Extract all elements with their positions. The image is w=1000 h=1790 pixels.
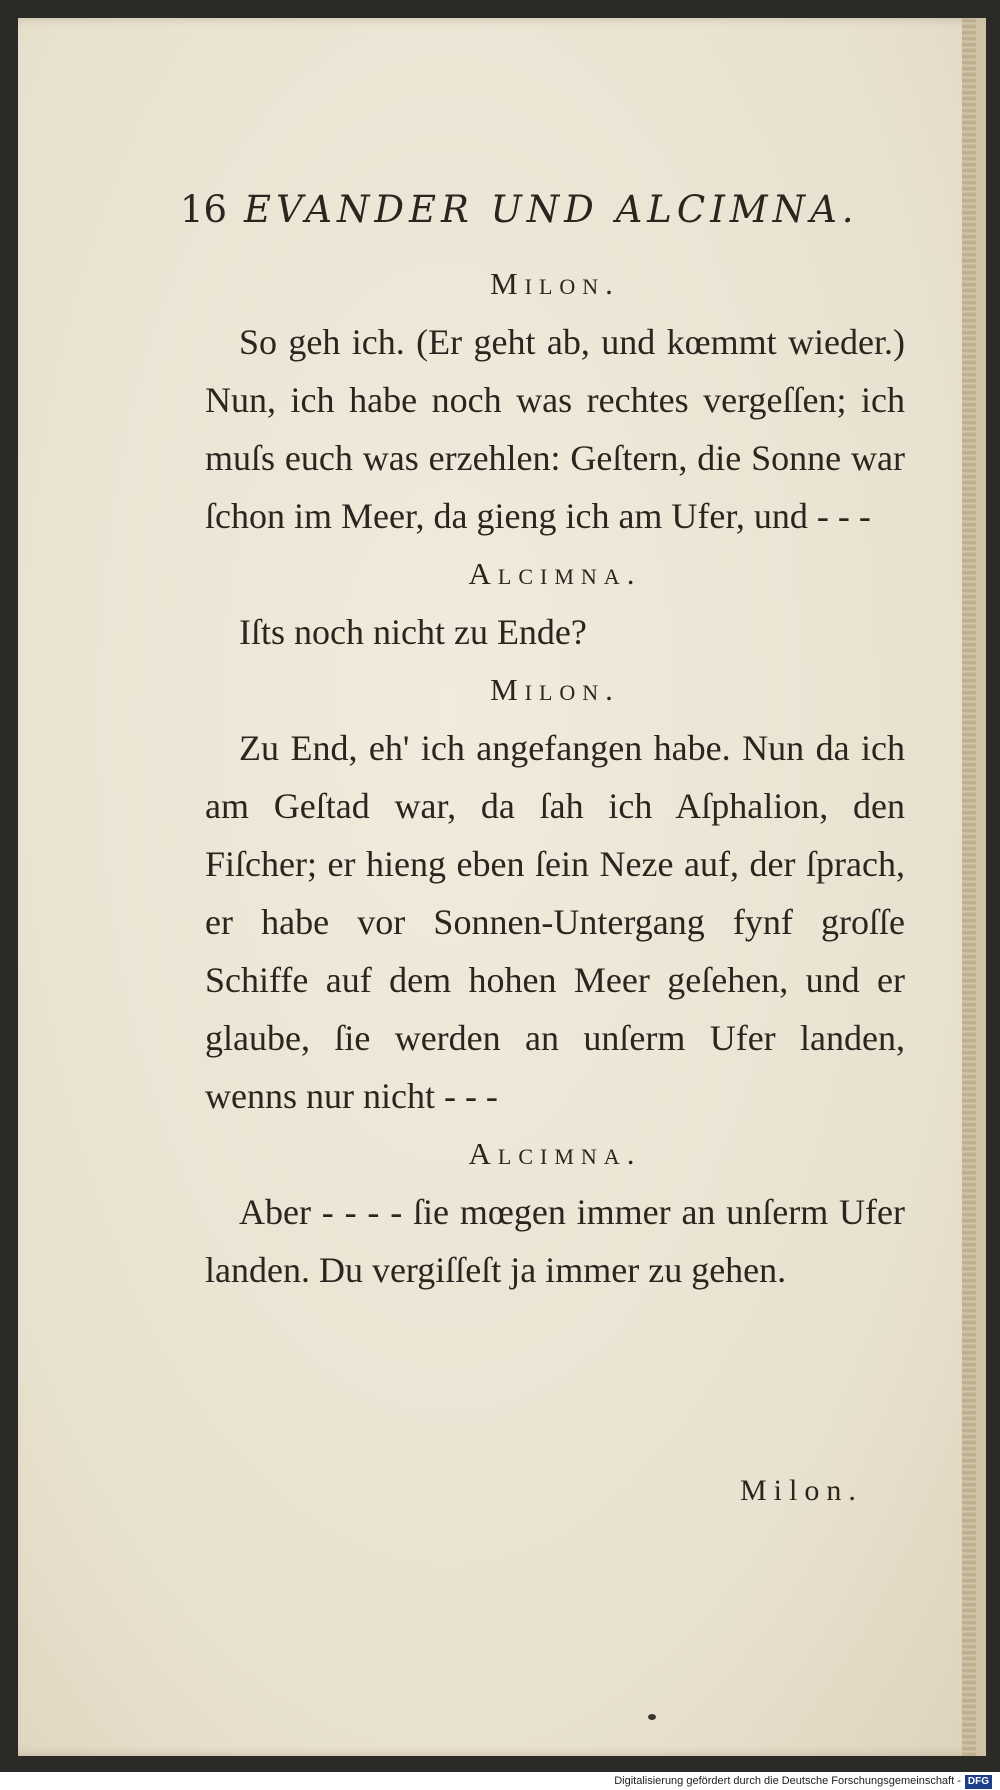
dialogue-paragraph: Iſts noch nicht zu Ende? [239, 612, 587, 652]
dfg-logo: DFG [965, 1775, 992, 1789]
page-number: 16 [180, 188, 228, 231]
ink-mark [648, 1714, 656, 1720]
catchword: Milon. [740, 1474, 863, 1507]
dialogue-paragraph: Zu End, eh' ich angefangen habe. Nun da ich am Geſtad war, da ſah ich Aſphalion, den Fiſcher; er hieng eben ſein Neze auf, der ſprach, er habe vor Sonnen-Untergang fynf groſſe Schiffe auf dem hohen Meer geſehen, und er glaube, ſie werden an unſerm Ufer landen, wenns nur nicht - - - [205, 728, 905, 1116]
dialogue-paragraph: So geh ich. (Er geht ab, und kœmmt wieder.) Nun, ich habe noch was rechtes vergeſſen; ich muſs euch was erzehlen: Geſtern, die Sonne war ſchon im Meer, da gieng ich am Ufer, und - - - [205, 322, 905, 536]
speaker-label: Milon. [490, 672, 620, 707]
running-header [180, 188, 859, 231]
body-text [205, 255, 905, 1299]
digitization-footer [0, 1772, 1000, 1790]
page-edge [962, 18, 976, 1756]
running-title: EVANDER UND ALCIMNA. [244, 188, 859, 231]
dialogue-paragraph: Aber - - - - ſie mœgen immer an unſerm Ufer landen. Du vergiſſeſt ja immer zu gehen. [205, 1192, 905, 1290]
speaker-label: Alcimna. [468, 556, 642, 591]
speaker-label: Milon. [490, 266, 620, 301]
speaker-label: Alcimna. [468, 1136, 642, 1171]
footer-text: Digitalisierung gefördert durch die Deutsche Forschungsgemeinschaft - [614, 1775, 961, 1787]
